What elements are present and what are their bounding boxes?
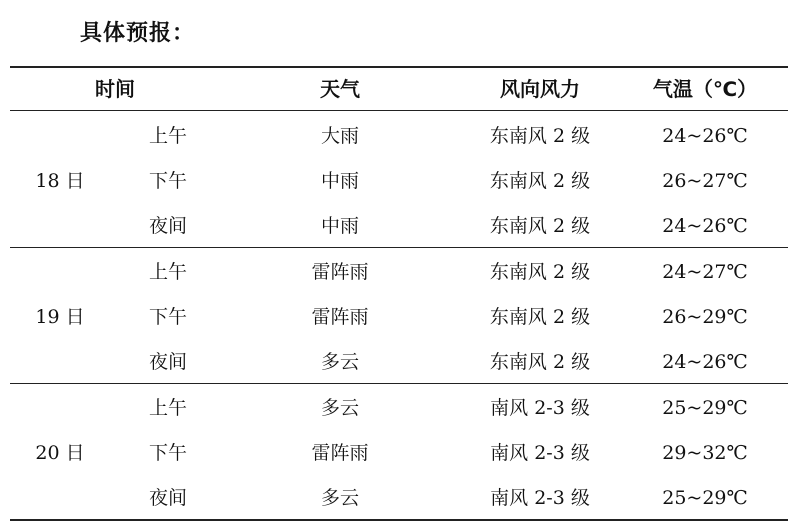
temperature-cell: 24~26℃ bbox=[662, 125, 748, 147]
weather-cell: 多云 bbox=[320, 487, 359, 509]
group-divider-19 bbox=[10, 383, 788, 384]
weather-cell: 雷阵雨 bbox=[311, 261, 369, 283]
temperature-cell: 26~27℃ bbox=[662, 170, 748, 192]
day-label: 19 日 bbox=[35, 306, 85, 328]
table-bottom-rule bbox=[10, 519, 788, 521]
weather-cell: 大雨 bbox=[320, 125, 359, 147]
period-cell: 下午 bbox=[148, 170, 187, 192]
period-cell: 下午 bbox=[148, 442, 187, 464]
temperature-cell: 25~29℃ bbox=[662, 397, 748, 419]
table-top-rule bbox=[10, 66, 788, 68]
weather-cell: 中雨 bbox=[320, 215, 359, 237]
period-cell: 夜间 bbox=[148, 351, 187, 373]
day-label: 20 日 bbox=[35, 442, 85, 464]
period-cell: 夜间 bbox=[148, 215, 187, 237]
header-temperature: 气温（℃） bbox=[652, 77, 758, 101]
header-time: 时间 bbox=[95, 77, 135, 101]
wind-cell: 东南风 2 级 bbox=[489, 215, 591, 237]
wind-cell: 东南风 2 级 bbox=[489, 170, 591, 192]
group-divider-18 bbox=[10, 247, 788, 248]
temperature-cell: 29~32℃ bbox=[662, 442, 748, 464]
header-weather: 天气 bbox=[320, 77, 360, 101]
weather-cell: 雷阵雨 bbox=[311, 306, 369, 328]
period-cell: 上午 bbox=[148, 397, 187, 419]
wind-cell: 东南风 2 级 bbox=[489, 125, 591, 147]
weather-cell: 中雨 bbox=[320, 170, 359, 192]
wind-cell: 南风 2-3 级 bbox=[490, 397, 590, 419]
temperature-cell: 26~29℃ bbox=[662, 306, 748, 328]
wind-cell: 南风 2-3 级 bbox=[490, 442, 590, 464]
period-cell: 上午 bbox=[148, 125, 187, 147]
wind-cell: 东南风 2 级 bbox=[489, 351, 591, 373]
header-wind: 风向风力 bbox=[500, 77, 580, 101]
period-cell: 夜间 bbox=[148, 487, 187, 509]
period-cell: 上午 bbox=[148, 261, 187, 283]
page-heading: 具体预报： bbox=[80, 21, 196, 46]
weather-cell: 多云 bbox=[320, 351, 359, 373]
wind-cell: 南风 2-3 级 bbox=[490, 487, 590, 509]
temperature-cell: 25~29℃ bbox=[662, 487, 748, 509]
weather-cell: 雷阵雨 bbox=[311, 442, 369, 464]
temperature-cell: 24~26℃ bbox=[662, 351, 748, 373]
temperature-cell: 24~26℃ bbox=[662, 215, 748, 237]
period-cell: 下午 bbox=[148, 306, 187, 328]
table-header-rule bbox=[10, 110, 788, 111]
wind-cell: 东南风 2 级 bbox=[489, 306, 591, 328]
weather-cell: 多云 bbox=[320, 397, 359, 419]
temperature-cell: 24~27℃ bbox=[662, 261, 748, 283]
day-label: 18 日 bbox=[35, 170, 85, 192]
wind-cell: 东南风 2 级 bbox=[489, 261, 591, 283]
